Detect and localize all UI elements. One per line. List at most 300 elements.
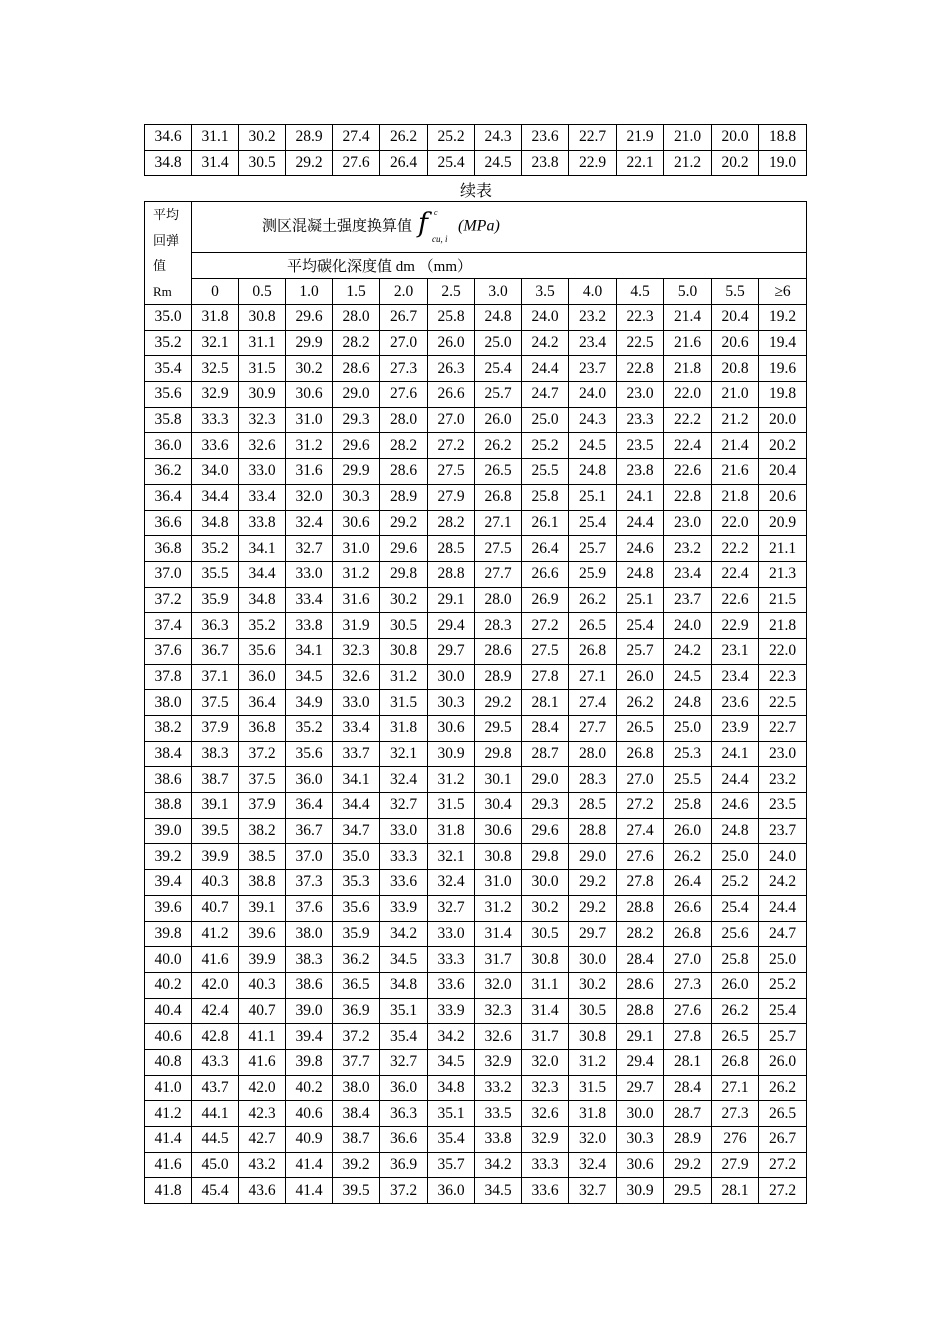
strength-value-cell: 29.5	[475, 716, 522, 742]
strength-value-cell: 26.0	[617, 664, 664, 690]
table-row	[145, 895, 807, 921]
strength-value-cell: 37.9	[192, 716, 239, 742]
strength-value-cell: 20.6	[759, 484, 807, 510]
depth-header-cell: 3.0	[475, 279, 522, 305]
strength-value-cell: 26.5	[712, 1024, 759, 1050]
strength-value-cell: 31.7	[475, 947, 522, 973]
table-row	[145, 305, 807, 331]
strength-value-cell: 29.2	[380, 510, 428, 536]
strength-value-cell: 26.9	[522, 587, 569, 613]
rebound-value-cell: 38.0	[145, 690, 192, 716]
strength-value-cell: 29.0	[333, 382, 380, 408]
strength-value-cell: 28.9	[380, 484, 428, 510]
strength-value-cell: 21.1	[759, 536, 807, 562]
rebound-value-cell: 37.8	[145, 664, 192, 690]
strength-value-cell: 29.9	[286, 330, 333, 356]
strength-value-cell: 31.2	[380, 664, 428, 690]
strength-value-cell: 27.4	[617, 818, 664, 844]
strength-value-cell: 27.5	[522, 638, 569, 664]
strength-value-cell: 34.5	[380, 947, 428, 973]
strength-value-cell: 36.9	[380, 1152, 428, 1178]
strength-value-cell: 34.8	[428, 1075, 475, 1101]
strength-value-cell: 25.4	[617, 613, 664, 639]
strength-value-cell: 25.4	[569, 510, 617, 536]
strength-value-cell: 31.4	[522, 998, 569, 1024]
rebound-value-cell: 37.4	[145, 613, 192, 639]
strength-value-cell: 21.8	[759, 613, 807, 639]
strength-value-cell: 43.2	[239, 1152, 286, 1178]
rebound-value-cell: 41.4	[145, 1127, 192, 1153]
strength-value-cell: 39.1	[239, 895, 286, 921]
strength-value-cell: 32.5	[192, 356, 239, 382]
strength-value-cell: 27.4	[333, 125, 380, 151]
strength-value-cell: 33.0	[428, 921, 475, 947]
strength-value-cell: 20.0	[712, 125, 759, 151]
strength-value-cell: 24.7	[759, 921, 807, 947]
strength-value-cell: 26.8	[569, 638, 617, 664]
strength-value-cell: 24.4	[712, 767, 759, 793]
strength-value-cell: 25.7	[569, 536, 617, 562]
strength-value-cell: 25.2	[522, 433, 569, 459]
strength-value-cell: 34.2	[475, 1152, 522, 1178]
strength-value-cell: 35.2	[239, 613, 286, 639]
strength-value-cell: 31.8	[380, 716, 428, 742]
depth-header-cell: 1.5	[333, 279, 380, 305]
strength-value-cell: 28.0	[569, 741, 617, 767]
strength-value-cell: 33.8	[475, 1127, 522, 1153]
strength-value-cell: 39.8	[286, 1049, 333, 1075]
strength-value-cell: 38.2	[239, 818, 286, 844]
rebound-value-cell: 36.2	[145, 459, 192, 485]
rebound-value-cell: 40.0	[145, 947, 192, 973]
strength-value-cell: 25.4	[428, 150, 475, 176]
strength-value-cell: 24.4	[759, 895, 807, 921]
strength-value-cell: 29.7	[428, 638, 475, 664]
strength-value-cell: 20.2	[759, 433, 807, 459]
strength-value-cell: 30.5	[380, 613, 428, 639]
strength-value-cell: 38.0	[333, 1075, 380, 1101]
strength-value-cell: 26.7	[759, 1127, 807, 1153]
strength-value-cell: 30.0	[617, 1101, 664, 1127]
strength-value-cell: 24.8	[475, 305, 522, 331]
rebound-value-cell: 39.0	[145, 818, 192, 844]
table-row	[145, 382, 807, 408]
strength-value-cell: 24.6	[617, 536, 664, 562]
strength-value-cell: 35.3	[333, 870, 380, 896]
strength-value-cell: 24.8	[569, 459, 617, 485]
strength-value-cell: 25.7	[475, 382, 522, 408]
rebound-value-cell: 37.6	[145, 638, 192, 664]
main-table-body	[145, 305, 807, 1204]
strength-value-cell: 30.6	[286, 382, 333, 408]
strength-value-cell: 30.5	[569, 998, 617, 1024]
strength-value-cell: 45.0	[192, 1152, 239, 1178]
strength-value-cell: 29.6	[522, 818, 569, 844]
strength-value-cell: 31.6	[286, 459, 333, 485]
strength-value-cell: 33.3	[428, 947, 475, 973]
rebound-value-cell: 36.4	[145, 484, 192, 510]
strength-value-cell: 29.4	[428, 613, 475, 639]
strength-value-cell: 26.5	[475, 459, 522, 485]
strength-value-cell: 32.0	[569, 1127, 617, 1153]
strength-value-cell: 40.3	[192, 870, 239, 896]
strength-value-cell: 24.5	[475, 150, 522, 176]
strength-value-cell: 29.8	[522, 844, 569, 870]
strength-value-cell: 25.3	[664, 741, 712, 767]
strength-value-cell: 31.5	[428, 793, 475, 819]
strength-value-cell: 29.6	[333, 433, 380, 459]
strength-value-cell: 31.2	[428, 767, 475, 793]
strength-value-cell: 31.0	[475, 870, 522, 896]
strength-value-cell: 22.0	[759, 638, 807, 664]
table-row	[145, 818, 807, 844]
strength-value-cell: 24.4	[522, 356, 569, 382]
strength-value-cell: 30.6	[475, 818, 522, 844]
strength-value-cell: 31.1	[239, 330, 286, 356]
strength-value-cell: 35.6	[239, 638, 286, 664]
strength-value-cell: 39.9	[239, 947, 286, 973]
strength-value-cell: 41.4	[286, 1178, 333, 1204]
strength-value-cell: 22.5	[617, 330, 664, 356]
strength-value-cell: 24.4	[617, 510, 664, 536]
strength-value-cell: 29.6	[286, 305, 333, 331]
strength-value-cell: 27.2	[759, 1152, 807, 1178]
strength-value-cell: 42.8	[192, 1024, 239, 1050]
strength-value-cell: 37.2	[333, 1024, 380, 1050]
strength-value-cell: 26.2	[475, 433, 522, 459]
strength-value-cell: 31.1	[192, 125, 239, 151]
strength-value-cell: 33.6	[428, 972, 475, 998]
strength-value-cell: 34.1	[239, 536, 286, 562]
strength-value-cell: 27.4	[569, 690, 617, 716]
strength-value-cell: 24.8	[712, 818, 759, 844]
strength-value-cell: 39.5	[333, 1178, 380, 1204]
strength-value-cell: 31.7	[522, 1024, 569, 1050]
strength-value-cell: 32.4	[286, 510, 333, 536]
strength-value-cell: 29.3	[522, 793, 569, 819]
strength-value-cell: 25.4	[475, 356, 522, 382]
strength-value-cell: 21.2	[712, 407, 759, 433]
strength-value-cell: 26.0	[475, 407, 522, 433]
strength-value-cell: 33.4	[239, 484, 286, 510]
strength-value-cell: 30.0	[522, 870, 569, 896]
strength-value-cell: 32.7	[569, 1178, 617, 1204]
rm-label-line: 平均	[153, 207, 180, 222]
depth-header-cell: 5.5	[712, 279, 759, 305]
strength-value-cell: 29.6	[380, 536, 428, 562]
strength-value-cell: 23.4	[664, 561, 712, 587]
strength-value-cell: 24.0	[522, 305, 569, 331]
strength-value-cell: 32.9	[192, 382, 239, 408]
rebound-value-cell: 35.6	[145, 382, 192, 408]
table-row	[145, 741, 807, 767]
strength-value-cell: 35.7	[428, 1152, 475, 1178]
strength-value-cell: 32.0	[522, 1049, 569, 1075]
strength-value-cell: 30.2	[522, 895, 569, 921]
strength-value-cell: 25.0	[522, 407, 569, 433]
strength-value-cell: 34.8	[239, 587, 286, 613]
rebound-value-cell: 36.8	[145, 536, 192, 562]
rebound-value-cell: 37.2	[145, 587, 192, 613]
strength-value-cell: 34.8	[380, 972, 428, 998]
strength-value-cell: 20.4	[759, 459, 807, 485]
strength-value-cell: 24.5	[664, 664, 712, 690]
strength-value-cell: 28.9	[475, 664, 522, 690]
strength-value-cell: 26.3	[428, 356, 475, 382]
table-row	[145, 1075, 807, 1101]
strength-value-cell: 31.2	[475, 895, 522, 921]
strength-value-cell: 29.2	[286, 150, 333, 176]
strength-value-cell: 30.3	[617, 1127, 664, 1153]
strength-value-cell: 32.9	[522, 1127, 569, 1153]
strength-value-cell: 25.0	[759, 947, 807, 973]
strength-value-cell: 40.7	[239, 998, 286, 1024]
strength-value-cell: 29.1	[617, 1024, 664, 1050]
strength-value-cell: 33.6	[192, 433, 239, 459]
strength-value-cell: 32.4	[380, 767, 428, 793]
strength-value-cell: 35.6	[333, 895, 380, 921]
strength-value-cell: 34.5	[475, 1178, 522, 1204]
strength-value-cell: 26.4	[380, 150, 428, 176]
strength-value-cell: 36.0	[428, 1178, 475, 1204]
strength-value-cell: 28.4	[522, 716, 569, 742]
strength-value-cell: 27.9	[712, 1152, 759, 1178]
strength-value-cell: 33.8	[286, 613, 333, 639]
strength-value-cell: 38.7	[333, 1127, 380, 1153]
top-table-body	[145, 125, 807, 176]
strength-value-cell: 28.0	[333, 305, 380, 331]
rebound-value-cell: 35.0	[145, 305, 192, 331]
strength-formula	[416, 210, 458, 244]
strength-value-cell: 27.6	[617, 844, 664, 870]
strength-value-cell: 30.6	[617, 1152, 664, 1178]
table-row	[145, 1152, 807, 1178]
strength-value-cell: 38.7	[192, 767, 239, 793]
strength-value-cell: 34.5	[428, 1049, 475, 1075]
strength-value-cell: 27.7	[475, 561, 522, 587]
table-row	[145, 330, 807, 356]
table-row	[145, 972, 807, 998]
strength-value-cell: 33.4	[333, 716, 380, 742]
strength-value-cell: 25.2	[712, 870, 759, 896]
strength-value-cell: 33.3	[192, 407, 239, 433]
depth-header-cell: 4.0	[569, 279, 617, 305]
strength-value-cell: 26.2	[664, 844, 712, 870]
strength-value-cell: 23.2	[569, 305, 617, 331]
strength-value-cell: 30.9	[617, 1178, 664, 1204]
strength-value-cell: 20.9	[759, 510, 807, 536]
strength-value-cell: 37.0	[286, 844, 333, 870]
strength-value-cell: 30.3	[428, 690, 475, 716]
strength-value-cell: 22.9	[569, 150, 617, 176]
table-row	[145, 561, 807, 587]
strength-value-cell: 30.8	[380, 638, 428, 664]
strength-value-cell: 25.7	[759, 1024, 807, 1050]
strength-value-cell: 34.4	[333, 793, 380, 819]
table-row	[145, 870, 807, 896]
strength-value-cell: 27.1	[569, 664, 617, 690]
strength-value-cell: 27.3	[380, 356, 428, 382]
strength-value-cell: 37.2	[380, 1178, 428, 1204]
strength-value-cell: 34.1	[333, 767, 380, 793]
strength-value-cell: 21.4	[664, 305, 712, 331]
rebound-value-cell: 39.2	[145, 844, 192, 870]
table-title-cell	[192, 202, 807, 253]
strength-value-cell: 24.5	[569, 433, 617, 459]
strength-value-cell: 30.6	[333, 510, 380, 536]
strength-value-cell: 25.1	[617, 587, 664, 613]
strength-value-cell: 41.1	[239, 1024, 286, 1050]
strength-value-cell: 34.5	[286, 664, 333, 690]
strength-value-cell: 33.9	[380, 895, 428, 921]
strength-value-cell: 23.2	[664, 536, 712, 562]
strength-value-cell: 27.7	[569, 716, 617, 742]
rebound-value-cell: 41.2	[145, 1101, 192, 1127]
strength-value-cell: 32.7	[380, 1049, 428, 1075]
strength-value-cell: 32.3	[522, 1075, 569, 1101]
strength-value-cell: 23.7	[664, 587, 712, 613]
strength-value-cell: 28.4	[617, 947, 664, 973]
rebound-value-cell: 38.4	[145, 741, 192, 767]
table-row	[145, 844, 807, 870]
strength-value-cell: 36.0	[286, 767, 333, 793]
rebound-value-cell: 35.8	[145, 407, 192, 433]
strength-value-cell: 25.8	[522, 484, 569, 510]
strength-value-cell: 23.4	[569, 330, 617, 356]
strength-value-cell: 23.8	[522, 150, 569, 176]
strength-value-cell: 26.0	[664, 818, 712, 844]
strength-value-cell: 23.6	[522, 125, 569, 151]
rm-label-line: Rm	[153, 283, 172, 299]
strength-value-cell: 30.8	[475, 844, 522, 870]
strength-value-cell: 26.0	[759, 1049, 807, 1075]
strength-value-cell: 33.4	[286, 587, 333, 613]
strength-value-cell: 26.1	[522, 510, 569, 536]
formula-subscript: cu, i	[432, 234, 448, 245]
strength-value-cell: 28.1	[712, 1178, 759, 1204]
strength-value-cell: 32.6	[333, 664, 380, 690]
strength-value-cell: 40.2	[286, 1075, 333, 1101]
formula-unit: (MPa)	[458, 217, 500, 235]
strength-value-cell: 32.6	[522, 1101, 569, 1127]
strength-value-cell: 26.8	[617, 741, 664, 767]
strength-value-cell: 30.4	[475, 793, 522, 819]
strength-value-cell: 24.1	[617, 484, 664, 510]
strength-value-cell: 28.3	[475, 613, 522, 639]
strength-value-cell: 26.5	[569, 613, 617, 639]
strength-value-cell: 33.0	[380, 818, 428, 844]
strength-value-cell: 22.7	[569, 125, 617, 151]
strength-value-cell: 31.8	[569, 1101, 617, 1127]
strength-value-cell: 22.9	[712, 613, 759, 639]
strength-value-cell: 21.2	[664, 150, 712, 176]
strength-value-cell: 41.2	[192, 921, 239, 947]
strength-value-cell: 28.6	[333, 356, 380, 382]
rebound-value-cell: 38.8	[145, 793, 192, 819]
strength-value-cell: 25.1	[569, 484, 617, 510]
strength-value-cell: 33.0	[239, 459, 286, 485]
strength-value-cell: 35.5	[192, 561, 239, 587]
strength-value-cell: 19.4	[759, 330, 807, 356]
strength-value-cell: 27.5	[428, 459, 475, 485]
strength-value-cell: 19.6	[759, 356, 807, 382]
strength-value-cell: 28.2	[333, 330, 380, 356]
strength-value-cell: 21.5	[759, 587, 807, 613]
strength-value-cell: 32.6	[239, 433, 286, 459]
strength-value-cell: 28.9	[286, 125, 333, 151]
strength-value-cell: 37.9	[239, 793, 286, 819]
rebound-value-cell: 35.2	[145, 330, 192, 356]
strength-value-cell: 36.0	[380, 1075, 428, 1101]
strength-value-cell: 42.4	[192, 998, 239, 1024]
strength-value-cell: 29.9	[333, 459, 380, 485]
strength-value-cell: 27.8	[617, 870, 664, 896]
table-row	[145, 947, 807, 973]
strength-value-cell: 31.2	[569, 1049, 617, 1075]
strength-value-cell: 30.8	[569, 1024, 617, 1050]
top-continuation-table	[144, 124, 807, 176]
strength-value-cell: 25.0	[475, 330, 522, 356]
strength-value-cell: 23.5	[759, 793, 807, 819]
header-row-title	[145, 202, 807, 253]
strength-value-cell: 25.5	[664, 767, 712, 793]
strength-value-cell: 20.0	[759, 407, 807, 433]
table-row	[145, 433, 807, 459]
strength-value-cell: 28.8	[569, 818, 617, 844]
strength-value-cell: 38.3	[286, 947, 333, 973]
strength-value-cell: 36.9	[333, 998, 380, 1024]
depth-header-cell: 5.0	[664, 279, 712, 305]
strength-value-cell: 30.9	[239, 382, 286, 408]
table-row	[145, 1101, 807, 1127]
rm-header-cell	[145, 202, 192, 305]
strength-value-cell: 29.5	[664, 1178, 712, 1204]
strength-value-cell: 24.3	[569, 407, 617, 433]
strength-value-cell: 34.9	[286, 690, 333, 716]
strength-value-cell: 29.2	[475, 690, 522, 716]
strength-value-cell: 38.6	[286, 972, 333, 998]
strength-value-cell: 24.7	[522, 382, 569, 408]
strength-value-cell: 28.7	[522, 741, 569, 767]
strength-value-cell: 30.5	[522, 921, 569, 947]
strength-value-cell: 43.3	[192, 1049, 239, 1075]
strength-value-cell: 26.8	[664, 921, 712, 947]
strength-value-cell: 26.6	[428, 382, 475, 408]
strength-value-cell: 38.8	[239, 870, 286, 896]
strength-value-cell: 24.8	[664, 690, 712, 716]
strength-value-cell: 29.1	[428, 587, 475, 613]
table-row	[145, 716, 807, 742]
strength-value-cell: 24.2	[522, 330, 569, 356]
strength-value-cell: 29.2	[569, 895, 617, 921]
strength-value-cell: 31.4	[192, 150, 239, 176]
table-row	[145, 613, 807, 639]
strength-value-cell: 30.0	[428, 664, 475, 690]
strength-value-cell: 22.0	[664, 382, 712, 408]
table-row	[145, 1178, 807, 1204]
strength-value-cell: 27.5	[475, 536, 522, 562]
strength-value-cell: 29.8	[475, 741, 522, 767]
strength-value-cell: 27.1	[712, 1075, 759, 1101]
strength-value-cell: 21.8	[712, 484, 759, 510]
strength-value-cell: 29.0	[522, 767, 569, 793]
table-row	[145, 767, 807, 793]
strength-value-cell: 26.8	[475, 484, 522, 510]
rebound-value-cell: 37.0	[145, 561, 192, 587]
strength-value-cell: 27.8	[664, 1024, 712, 1050]
strength-value-cell: 18.8	[759, 125, 807, 151]
strength-value-cell: 30.1	[475, 767, 522, 793]
